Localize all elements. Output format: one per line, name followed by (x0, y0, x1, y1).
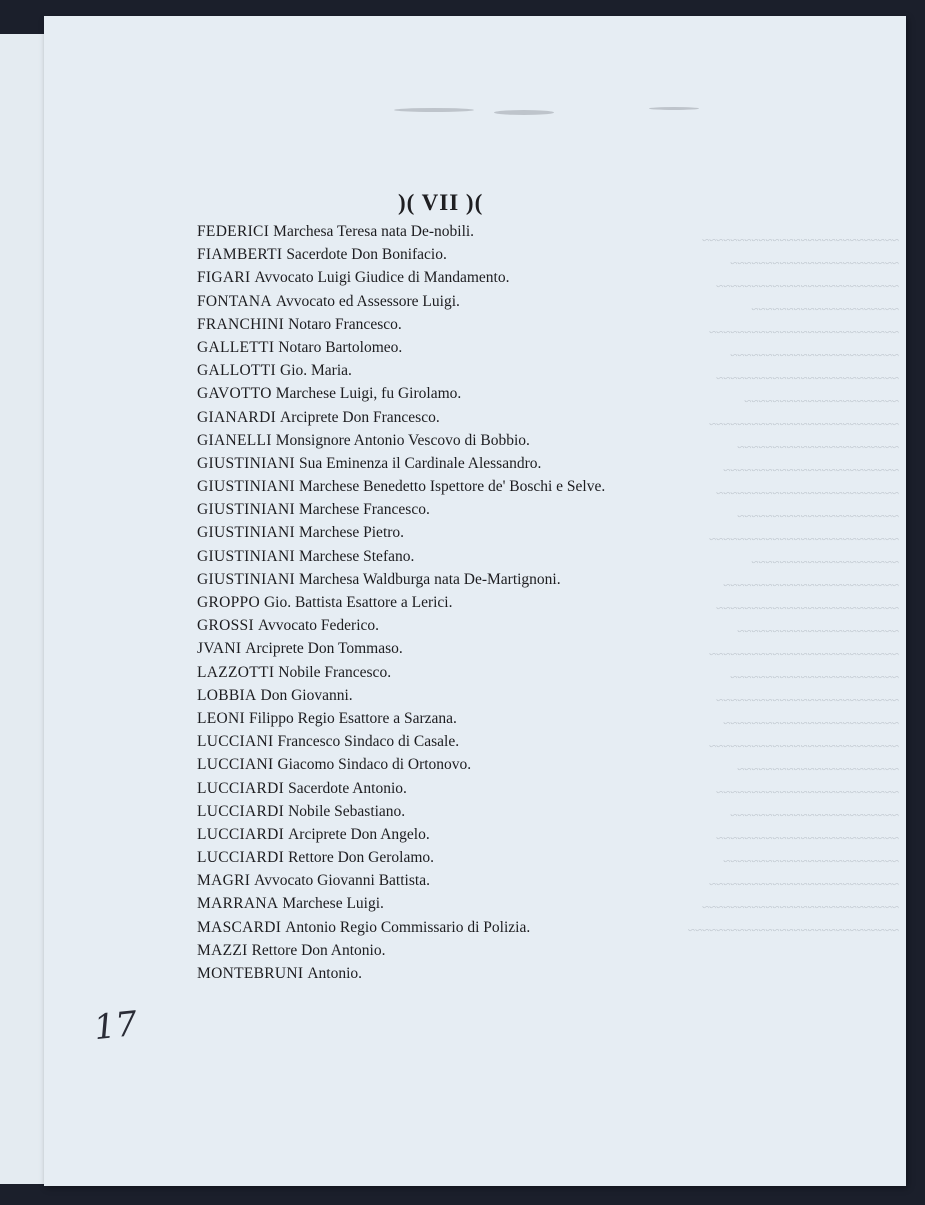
ink-smudge (494, 110, 554, 115)
entry-surname: GALLOTTI (197, 362, 277, 380)
list-item (197, 637, 605, 660)
entry-surname: MAGRI (197, 872, 251, 890)
list-item (197, 545, 605, 568)
entry-description: Marchese Luigi, fu Girolamo. (275, 385, 462, 403)
entry-description: Sacerdote Antonio. (288, 779, 407, 797)
entry-description: Monsignore Antonio Vescovo di Bobbio. (275, 431, 530, 449)
list-item (197, 313, 605, 336)
entry-surname: GROSSI (197, 617, 254, 635)
list-item (197, 290, 605, 313)
list-item (197, 521, 605, 544)
entry-surname: FRANCHINI (197, 315, 285, 333)
entry-description: Notaro Francesco. (288, 315, 402, 333)
list-item (197, 777, 605, 800)
show-through-text: ~~~~~~~~~~~~~~~~~~~~~~~~~~~~ ~~~~~~~~~~~~~~~~~~~~~~~~ ~~~~~~~~~~~~~~~~~~~~~~~~~~ ~~~~~~~~~~~~~~~~~~~~~ ~~~~~~~~~~~~~~~~~~~~~~~~~~~ ~~~~~~~~~~~~~~~~~~~~~~~~ ~~~~~~~~~~~~~~~~~~~~~~~~~~ ~~~~~~~~~~~~~~~~~~~~~~ ~~~~~~~~~~~~~~~~~~~~~~~~~~~ ~~~~~~~~~~~~~~~~~~~~~~~ ~~~~~~~~~~~~~~~~~~~~~~~~~ ~~~~~~~~~~~~~~~~~~~~~~~~~~ ~~~~~~~~~~~~~~~~~~~~~~~ ~~~~~~~~~~~~~~~~~~~~~~~~~~~ ~~~~~~~~~~~~~~~~~~~~~ ~~~~~~~~~~~~~~~~~~~~~~~~~ ~~~~~~~~~~~~~~~~~~~~~~~~~~ ~~~~~~~~~~~~~~~~~~~~~~~ ~~~~~~~~~~~~~~~~~~~~~~~~~~~ ~~~~~~~~~~~~~~~~~~~~~~~~ ~~~~~~~~~~~~~~~~~~~~~~~~~~ ~~~~~~~~~~~~~~~~~~~~~~~~~ ~~~~~~~~~~~~~~~~~~~~~~~~~~~ ~~~~~~~~~~~~~~~~~~~~~~~ ~~~~~~~~~~~~~~~~~~~~~~~~~~ ~~~~~~~~~~~~~~~~~~~~~~~~ ~~~~~~~~~~~~~~~~~~~~~~~~~~ ~~~~~~~~~~~~~~~~~~~~~~~~~ ~~~~~~~~~~~~~~~~~~~~~~~~~~~ ~~~~~~~~~~~~~~~~~~~~~~~~~~~~ ~~~~~~~~~~~~~~~~~~~~~~~~~~~~~~ (688, 232, 899, 937)
list-item (197, 823, 605, 846)
entry-surname: LUCCIANI (197, 756, 274, 774)
entry-surname: FEDERICI (197, 223, 270, 240)
list-item (197, 568, 605, 591)
list-item (197, 753, 605, 776)
entry-description: Giacomo Sindaco di Ortonovo. (277, 756, 472, 774)
list-item (197, 359, 605, 382)
entry-description: Francesco Sindaco di Casale. (277, 733, 460, 751)
list-item (197, 684, 605, 707)
entry-description: Marchese Pietro. (299, 524, 405, 542)
entry-description: Avvocato Federico. (257, 617, 380, 635)
handwritten-annotation: 17 (92, 1003, 140, 1049)
entry-surname: GIUSTINIANI (197, 524, 296, 542)
entry-surname: LUCCIARDI (197, 779, 285, 797)
list-item (197, 591, 605, 614)
entry-description: Gio. Battista Esattore a Lerici. (263, 594, 453, 611)
entry-surname: LOBBIA (197, 686, 257, 704)
list-item (197, 846, 605, 869)
list-item (197, 916, 605, 939)
entry-description: Filippo Regio Esattore a Sarzana. (249, 709, 457, 727)
entry-description: Marchesa Teresa nata De-nobili. (273, 223, 475, 240)
entry-surname: GROPPO (197, 594, 260, 611)
entry-description: Arciprete Don Francesco. (280, 408, 440, 426)
list-item (197, 962, 605, 985)
entry-description: Sua Eminenza il Cardinale Alessandro. (299, 454, 542, 472)
list-item (197, 336, 605, 359)
list-item (197, 939, 605, 962)
list-item (197, 707, 605, 730)
entry-surname: FIAMBERTI (197, 246, 283, 264)
entry-description: Rettore Don Gerolamo. (288, 849, 435, 867)
entry-surname: MAZZI (197, 941, 248, 959)
entry-surname: GIUSTINIANI (197, 501, 296, 519)
list-item (197, 661, 605, 684)
subscriber-list (197, 220, 605, 985)
book-page (44, 16, 906, 1186)
entry-surname: LAZZOTTI (197, 663, 275, 681)
list-item (197, 382, 605, 405)
entry-surname: GIUSTINIANI (197, 454, 296, 472)
entry-surname: LUCCIARDI (197, 849, 285, 867)
entry-description: Arciprete Don Angelo. (288, 825, 430, 843)
list-item (197, 220, 605, 243)
list-item (197, 614, 605, 637)
entry-description: Antonio. (307, 965, 363, 982)
ink-smudge (649, 107, 699, 110)
entry-description: Marchese Francesco. (299, 501, 430, 519)
entry-surname: JVANI (197, 640, 242, 658)
entry-surname: LUCCIARDI (197, 802, 285, 820)
list-item (197, 475, 605, 498)
facing-page-edge (0, 34, 47, 1184)
entry-surname: MASCARDI (197, 918, 282, 936)
entry-surname: GAVOTTO (197, 385, 272, 403)
list-item (197, 452, 605, 475)
ink-smudge (394, 108, 474, 112)
entry-description: Avvocato Luigi Giudice di Mandamento. (254, 269, 510, 287)
entry-description: Antonio Regio Commissario di Polizia. (285, 918, 531, 936)
entry-surname: GIUSTINIANI (197, 570, 296, 588)
entry-surname: FIGARI (197, 269, 251, 287)
list-item (197, 800, 605, 823)
entry-description: Arciprete Don Tommaso. (245, 640, 403, 658)
entry-description: Marchese Luigi. (282, 895, 384, 913)
entry-description: Avvocato ed Assessore Luigi. (275, 292, 460, 310)
entry-description: Nobile Francesco. (278, 663, 392, 681)
page-number-header: )( VII )( (398, 190, 484, 215)
entry-surname: GIANARDI (197, 408, 277, 426)
entry-surname: LUCCIARDI (197, 825, 285, 843)
entry-description: Nobile Sebastiano. (288, 802, 406, 820)
list-item (197, 406, 605, 429)
entry-surname: MARRANA (197, 895, 279, 913)
entry-surname: MONTEBRUNI (197, 965, 304, 982)
list-item (197, 730, 605, 753)
entry-surname: GIUSTINIANI (197, 547, 296, 565)
entry-surname: GIANELLI (197, 431, 272, 449)
entry-surname: FONTANA (197, 292, 272, 310)
entry-description: Marchese Stefano. (299, 547, 415, 565)
entry-description: Don Giovanni. (260, 686, 353, 704)
list-item (197, 266, 605, 289)
entry-description: Avvocato Giovanni Battista. (254, 872, 430, 890)
entry-surname: LUCCIANI (197, 733, 274, 751)
list-item (197, 869, 605, 892)
entry-description: Rettore Don Antonio. (251, 941, 386, 959)
entry-surname: LEONI (197, 709, 245, 727)
entry-surname: GALLETTI (197, 338, 275, 356)
list-item (197, 892, 605, 915)
list-item (197, 498, 605, 521)
list-item (197, 243, 605, 266)
entry-description: Gio. Maria. (280, 362, 352, 380)
entry-description: Marchese Benedetto Ispettore de' Boschi e Selve. (299, 478, 606, 496)
entry-description: Marchesa Waldburga nata De-Martignoni. (299, 570, 561, 588)
entry-surname: GIUSTINIANI (197, 478, 296, 496)
list-item (197, 429, 605, 452)
entry-description: Sacerdote Don Bonifacio. (286, 246, 447, 264)
entry-description: Notaro Bartolomeo. (278, 338, 403, 356)
